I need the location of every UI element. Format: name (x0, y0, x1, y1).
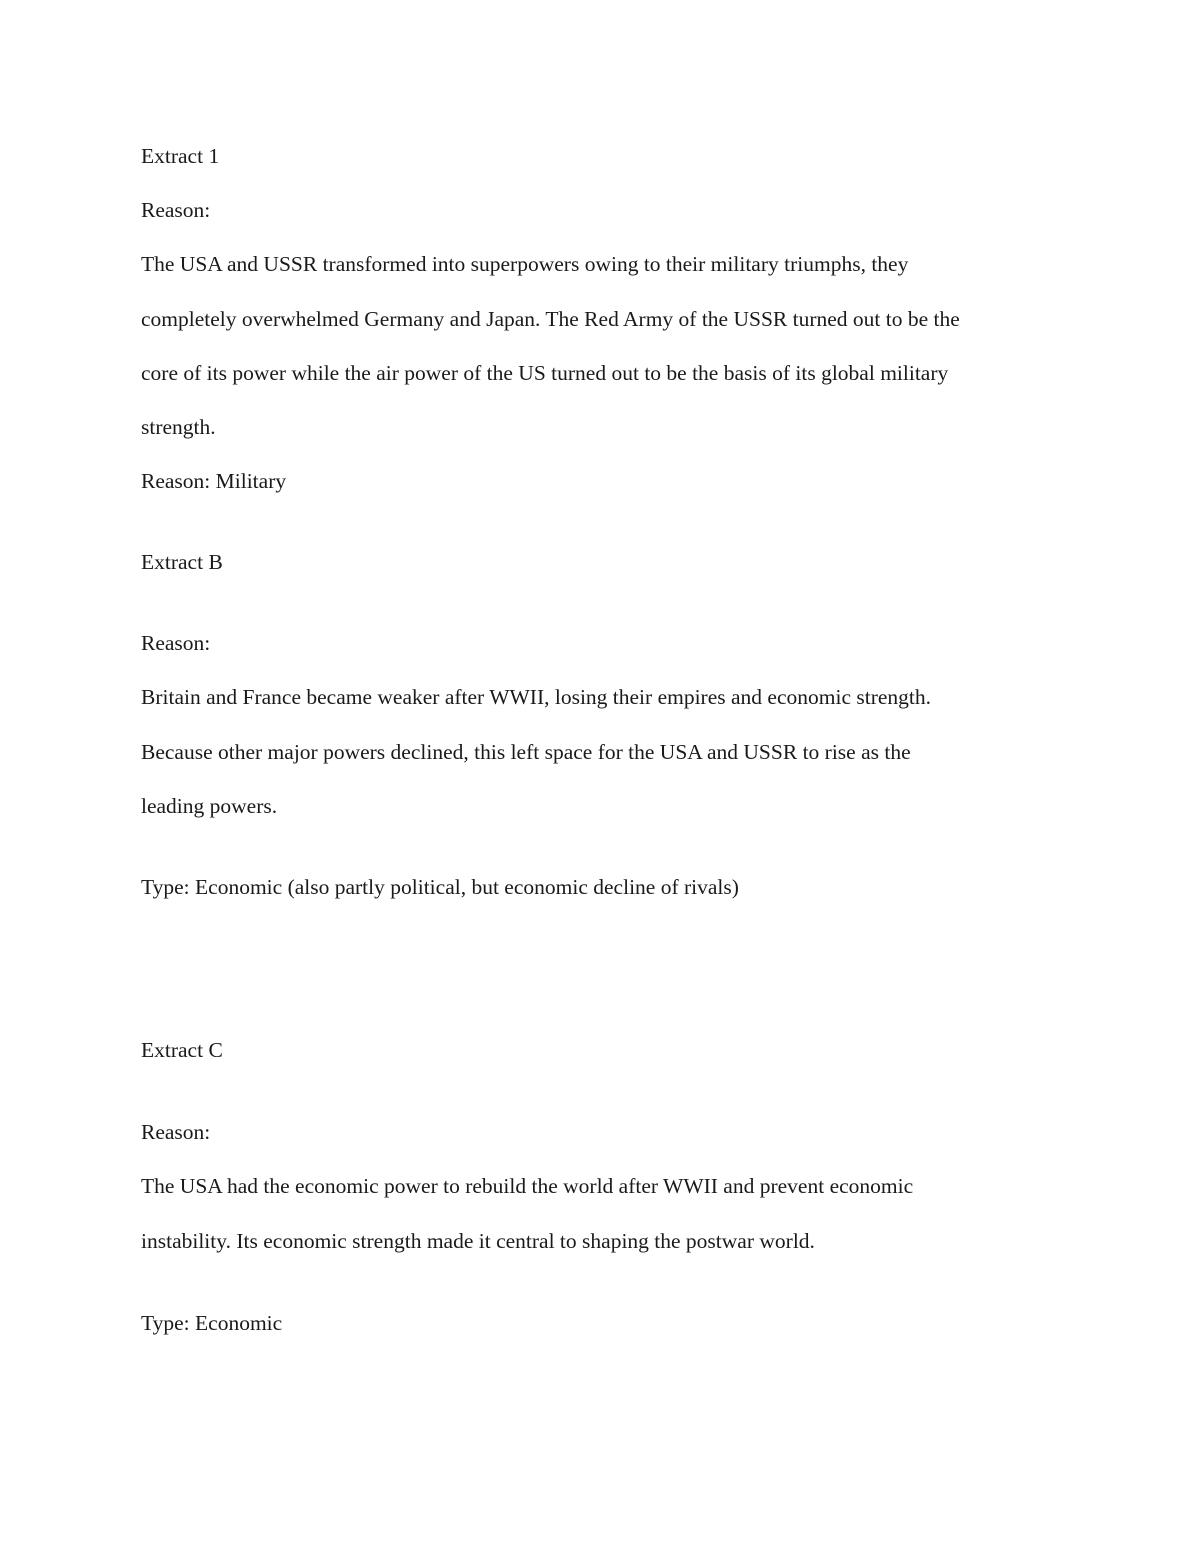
extract-1-body-line: The USA and USSR transformed into superpowers owing to their military triumphs, they (141, 252, 909, 276)
extract-c-heading: Extract C (141, 1038, 223, 1062)
extract-b-reason-label: Reason: (141, 631, 211, 655)
extract-1-type: Reason: Military (141, 469, 287, 493)
extract-1-body-line: completely overwhelmed Germany and Japan. The Red Army of the USSR turned out to be the (141, 307, 960, 331)
extract-b-body-line: Because other major powers declined, this left space for the USA and USSR to rise as the (141, 740, 911, 764)
extract-c-reason-label: Reason: (141, 1120, 211, 1144)
extract-b-heading: Extract B (141, 550, 223, 574)
extract-c-type: Type: Economic (141, 1311, 283, 1335)
extract-1-heading: Extract 1 (141, 144, 220, 168)
extract-1-reason-label: Reason: (141, 198, 211, 222)
extract-c-body-line: The USA had the economic power to rebuild the world after WWII and prevent economic (141, 1174, 914, 1198)
extract-b-body-line: leading powers. (141, 794, 278, 818)
extract-c-body-line: instability. Its economic strength made it central to shaping the postwar world. (141, 1229, 815, 1253)
extract-b-type: Type: Economic (also partly political, but economic decline of rivals) (141, 875, 739, 899)
extract-1-body-line: strength. (141, 415, 216, 439)
extract-b-body-line: Britain and France became weaker after WWII, losing their empires and economic strength. (141, 685, 932, 709)
extract-1-body-line: core of its power while the air power of the US turned out to be the basis of its global military (141, 361, 949, 385)
